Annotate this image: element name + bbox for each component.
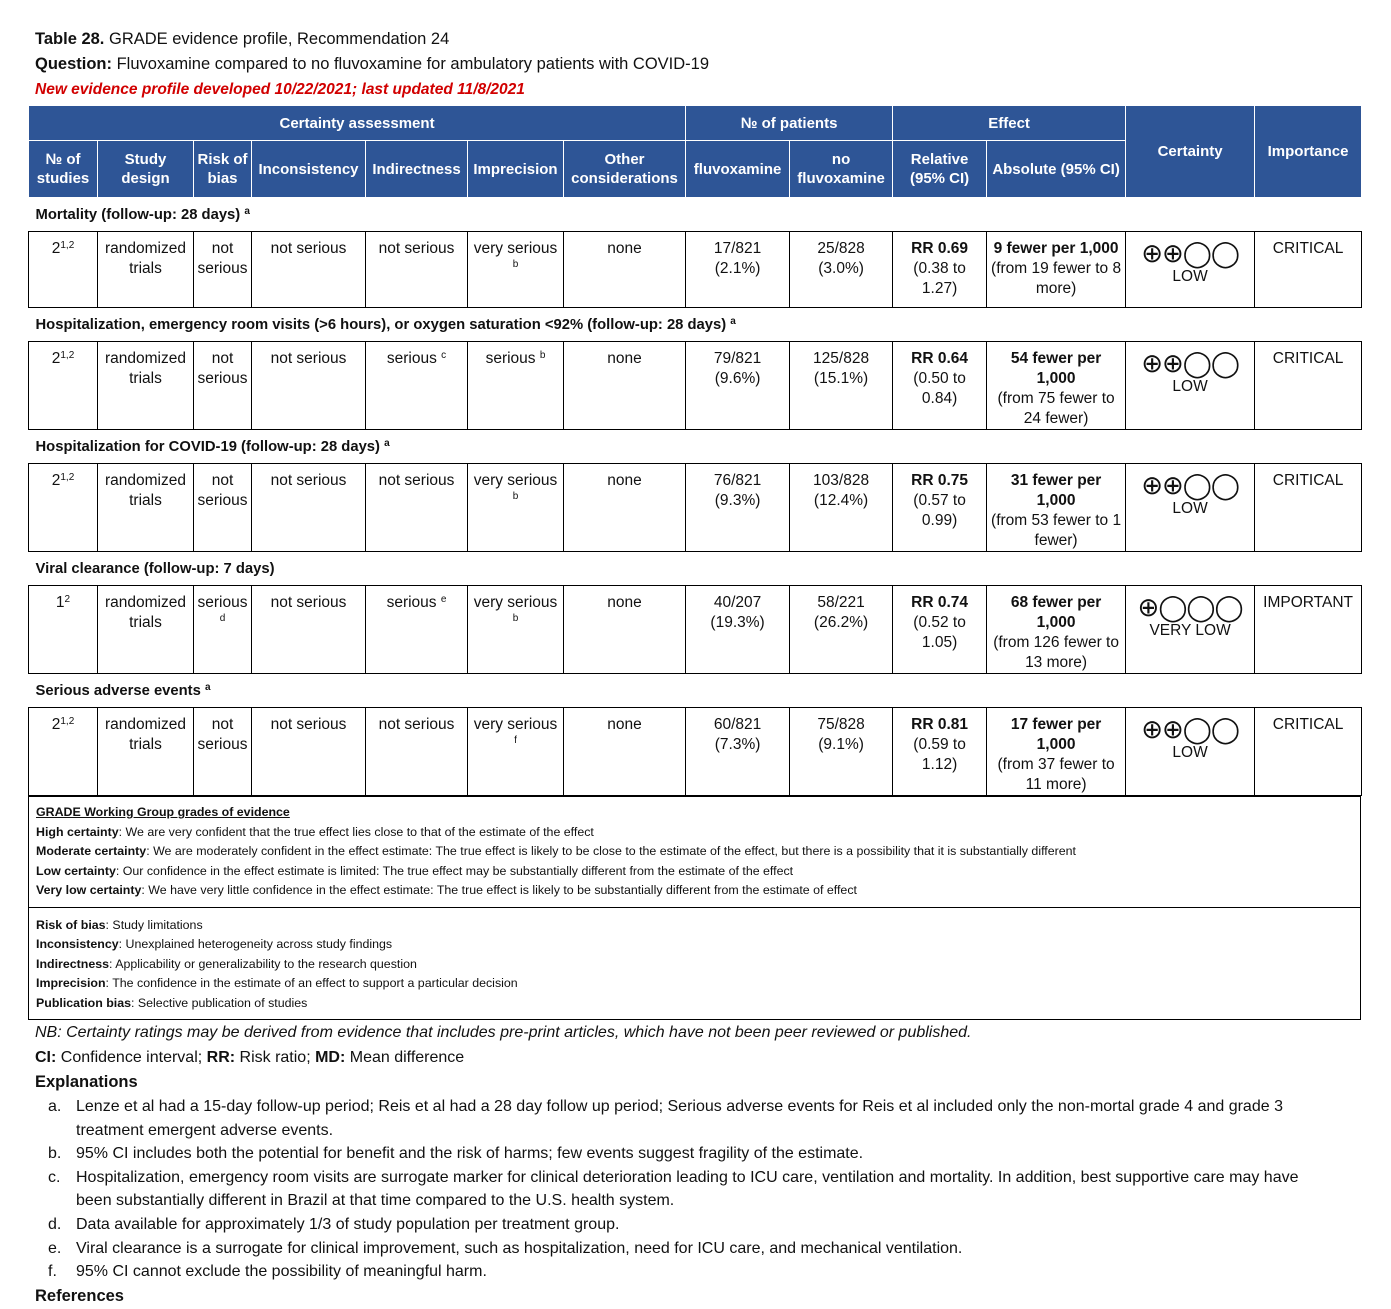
outcome-title-text: Mortality (follow-up: 28 days) <box>35 206 241 223</box>
reference-marker: 1,2 <box>60 350 75 361</box>
outcome-title <box>29 308 1362 342</box>
grade-list <box>36 823 1360 901</box>
domain-definition <box>36 916 1360 936</box>
absolute-ci: (from 37 fewer to 11 more) <box>997 756 1115 793</box>
cell-indirectness <box>366 232 468 308</box>
cell-studies <box>29 232 98 308</box>
evidence-profile-table <box>28 105 1362 796</box>
imprecision-value: very serious <box>473 716 558 733</box>
cell-other: none <box>564 708 686 796</box>
cell-importance: CRITICAL <box>1255 464 1362 552</box>
cell-risk-of-bias <box>194 232 252 308</box>
relative-ci: (0.52 to 1.05) <box>913 614 966 651</box>
cell-risk-of-bias <box>194 464 252 552</box>
outcome-title-row <box>29 308 1362 342</box>
indirectness-value: serious <box>386 594 437 611</box>
certainty-label: LOW <box>1172 500 1208 517</box>
footnote-marker: f <box>514 735 517 746</box>
imprecision-value: very serious <box>473 472 558 489</box>
status-note: New evidence profile developed 10/22/2021; last updated 11/8/2021 <box>35 81 525 98</box>
domain-definition <box>36 935 1360 955</box>
outcome-data-row <box>29 708 1362 796</box>
header-patients: № of patients <box>686 106 893 141</box>
cell-studies <box>29 586 98 674</box>
explanation-item <box>48 1260 1364 1284</box>
cell-absolute <box>987 708 1126 796</box>
col-absolute: Absolute (95% CI) <box>987 141 1126 198</box>
col-other: Other considerations <box>564 141 686 198</box>
risk-value: serious <box>197 594 248 611</box>
reference-marker: 2 <box>64 594 71 605</box>
grade-legend <box>28 796 1361 908</box>
abbr-text: Mean difference <box>345 1049 465 1066</box>
header-importance: Importance <box>1255 106 1362 198</box>
cell-design: randomized trials <box>98 464 194 552</box>
abbreviations-line <box>28 1045 1364 1070</box>
definition-text: : Study limitations <box>105 917 203 932</box>
absolute-estimate: 17 fewer per 1,000 <box>1010 716 1102 753</box>
cell-certainty <box>1126 464 1255 552</box>
studies-count: 2 <box>51 716 61 733</box>
explanations-title: Explanations <box>35 1073 138 1091</box>
imprecision-value: serious <box>485 350 536 367</box>
certainty-rating-icon: ⊕⊕◯◯ <box>1141 238 1239 268</box>
certainty-rating-icon: ⊕⊕◯◯ <box>1141 470 1239 500</box>
relative-ci: (0.38 to 1.27) <box>913 260 966 297</box>
relative-estimate: RR 0.64 <box>911 350 969 367</box>
cell-imprecision <box>468 708 564 796</box>
col-inconsistency: Inconsistency <box>252 141 366 198</box>
risk-value: not serious <box>197 716 248 753</box>
footnote-marker: e <box>440 594 447 605</box>
cell-design: randomized trials <box>98 342 194 430</box>
cell-relative <box>893 342 987 430</box>
cell-risk-of-bias <box>194 342 252 430</box>
domain-definition <box>36 955 1360 975</box>
abbr-term: CI: <box>35 1049 57 1066</box>
cell-control: 125/828 (15.1%) <box>790 342 893 430</box>
cell-inconsistency: not serious <box>252 464 366 552</box>
relative-estimate: RR 0.69 <box>911 240 969 257</box>
cell-importance: CRITICAL <box>1255 232 1362 308</box>
cell-importance: IMPORTANT <box>1255 586 1362 674</box>
outcome-body <box>29 198 1362 796</box>
definition-text: : Selective publication of studies <box>131 995 308 1010</box>
cell-control: 58/221 (26.2%) <box>790 586 893 674</box>
cell-absolute <box>987 464 1126 552</box>
cell-relative <box>893 464 987 552</box>
definition-text: : The confidence in the estimate of an effect to support a particular decision <box>105 976 518 990</box>
outcome-title-row <box>29 552 1362 586</box>
cell-importance: CRITICAL <box>1255 342 1362 430</box>
outcome-title-text: Hospitalization, emergency room visits (>6 hours), or oxygen saturation <92% (follow-up: 28 days) <box>35 316 727 333</box>
imprecision-value: very serious <box>473 594 558 611</box>
explanation-marker: c. <box>48 1168 61 1186</box>
cell-relative <box>893 708 987 796</box>
explanation-marker: f. <box>48 1263 57 1281</box>
certainty-label: VERY LOW <box>1149 622 1231 639</box>
grade-text: : We have very little confidence in the effect estimate: The true effect is likely to be substantially different from the estimate of effect <box>141 883 857 897</box>
outcome-title-text: Serious adverse events <box>35 682 201 699</box>
risk-value: not serious <box>197 350 248 387</box>
imprecision-value: very serious <box>473 240 558 257</box>
references-title: References <box>35 1286 124 1305</box>
grade-definition <box>36 862 1360 882</box>
outcome-title <box>29 198 1362 232</box>
definition-term: Risk of bias <box>36 917 106 932</box>
col-design: Study design <box>98 141 194 198</box>
footnote-marker: d <box>219 613 226 624</box>
col-intervention: fluvoxamine <box>686 141 790 198</box>
cell-inconsistency: not serious <box>252 342 366 430</box>
cell-other: none <box>564 232 686 308</box>
cell-absolute <box>987 586 1126 674</box>
cell-inconsistency: not serious <box>252 232 366 308</box>
indirectness-value: not serious <box>378 716 455 733</box>
cell-other: none <box>564 464 686 552</box>
cell-control: 75/828 (9.1%) <box>790 708 893 796</box>
explanation-text: Data available for approximately 1/3 of study population per treatment group. <box>76 1215 620 1233</box>
explanation-item <box>48 1166 1364 1213</box>
risk-value: not serious <box>197 472 248 509</box>
outcome-data-row <box>29 464 1362 552</box>
certainty-rating-icon: ⊕⊕◯◯ <box>1141 348 1239 378</box>
cell-intervention: 60/821 (7.3%) <box>686 708 790 796</box>
abbr-term: RR: <box>206 1049 236 1066</box>
relative-ci: (0.57 to 0.99) <box>913 492 966 529</box>
grade-definition <box>36 823 1360 843</box>
document-page <box>28 0 1364 1309</box>
explanation-text: Lenze et al had a 15-day follow-up period; Reis et al had a 28 day follow up period; Serious adverse events for Reis et al included only the non-mortal grade 4 and grade 3 treatment emergent adverse events. <box>76 1098 1283 1139</box>
explanation-marker: d. <box>48 1215 62 1233</box>
cell-indirectness <box>366 708 468 796</box>
outcome-title <box>29 430 1362 464</box>
absolute-estimate: 54 fewer per 1,000 <box>1010 350 1102 387</box>
certainty-label: LOW <box>1172 378 1208 395</box>
cell-certainty <box>1126 586 1255 674</box>
footnote-marker: b <box>512 259 519 270</box>
definition-term: Indirectness <box>36 956 109 971</box>
table-caption <box>28 27 1364 52</box>
cell-design: randomized trials <box>98 232 194 308</box>
col-risk-of-bias: Risk of bias <box>194 141 252 198</box>
footnote-marker: b <box>512 613 519 624</box>
certainty-label: LOW <box>1172 268 1208 285</box>
explanation-text: 95% CI cannot exclude the possibility of meaningful harm. <box>76 1263 487 1281</box>
footnote-marker: a <box>384 437 390 449</box>
grade-term: Very low certainty <box>36 883 142 897</box>
cell-importance: CRITICAL <box>1255 708 1362 796</box>
explanation-item <box>48 1095 1364 1142</box>
cell-intervention: 40/207 (19.3%) <box>686 586 790 674</box>
definition-term: Imprecision <box>36 976 106 990</box>
grade-term: High certainty <box>36 824 119 839</box>
cell-indirectness <box>366 586 468 674</box>
cell-intervention: 79/821 (9.6%) <box>686 342 790 430</box>
certainty-label: LOW <box>1172 744 1208 761</box>
cell-inconsistency: not serious <box>252 708 366 796</box>
studies-count: 2 <box>51 472 61 489</box>
header-certainty-assessment: Certainty assessment <box>29 106 686 141</box>
explanation-item <box>48 1237 1364 1261</box>
outcome-title-row <box>29 674 1362 708</box>
col-control: no fluvoxamine <box>790 141 893 198</box>
cell-control: 25/828 (3.0%) <box>790 232 893 308</box>
cell-indirectness <box>366 342 468 430</box>
header-effect: Effect <box>893 106 1126 141</box>
table-label: Table 28. <box>35 30 105 48</box>
relative-estimate: RR 0.74 <box>911 594 969 611</box>
reference-marker: 1,2 <box>60 240 75 251</box>
cell-certainty <box>1126 342 1255 430</box>
abbr-text: Confidence interval; <box>56 1049 207 1066</box>
abbr-term: MD: <box>315 1049 346 1066</box>
nb-note: NB: Certainty ratings may be derived from evidence that includes pre-print articles, which have not been peer reviewed or published. <box>35 1024 972 1041</box>
absolute-estimate: 31 fewer per 1,000 <box>1010 472 1102 509</box>
cell-intervention: 76/821 (9.3%) <box>686 464 790 552</box>
reference-marker: 1,2 <box>60 716 75 727</box>
outcome-title-text: Viral clearance (follow-up: 7 days) <box>35 560 275 577</box>
outcome-data-row <box>29 586 1362 674</box>
grade-definition <box>36 842 1360 862</box>
relative-estimate: RR 0.75 <box>911 472 969 489</box>
question-text: Fluvoxamine compared to no fluvoxamine for ambulatory patients with COVID-19 <box>116 55 710 73</box>
reference-marker: 1,2 <box>60 472 75 483</box>
cell-imprecision <box>468 464 564 552</box>
cell-relative <box>893 586 987 674</box>
absolute-estimate: 9 fewer per 1,000 <box>993 240 1119 257</box>
explanation-item <box>48 1213 1364 1237</box>
indirectness-value: not serious <box>378 472 455 489</box>
col-relative: Relative (95% CI) <box>893 141 987 198</box>
definition-list <box>36 916 1360 1014</box>
cell-studies <box>29 708 98 796</box>
domain-definition <box>36 974 1360 994</box>
studies-count: 2 <box>51 350 61 367</box>
outcome-title <box>29 674 1362 708</box>
explanation-text: 95% CI includes both the potential for benefit and the risk of harms; few events suggest fragility of the estimate. <box>76 1145 864 1163</box>
table-title: GRADE evidence profile, Recommendation 24 <box>109 30 450 48</box>
cell-relative <box>893 232 987 308</box>
cell-design: randomized trials <box>98 586 194 674</box>
certainty-rating-icon: ⊕⊕◯◯ <box>1141 714 1239 744</box>
definition-term: Inconsistency <box>36 937 119 951</box>
footnote-marker: b <box>539 350 546 361</box>
cell-imprecision <box>468 586 564 674</box>
cell-design: randomized trials <box>98 708 194 796</box>
cell-certainty <box>1126 232 1255 308</box>
domain-definition <box>36 994 1360 1014</box>
studies-count: 1 <box>55 594 65 611</box>
cell-imprecision <box>468 232 564 308</box>
cell-risk-of-bias <box>194 586 252 674</box>
cell-risk-of-bias <box>194 708 252 796</box>
grade-text: : Our confidence in the effect estimate is limited: The true effect may be substantially different from the estimate of the effect <box>115 863 794 878</box>
grade-definition <box>36 881 1360 901</box>
absolute-ci: (from 126 fewer to 13 more) <box>993 634 1119 671</box>
absolute-estimate: 68 fewer per 1,000 <box>1010 594 1102 631</box>
explanation-item <box>48 1142 1364 1166</box>
abbr-text: Risk ratio; <box>235 1049 316 1066</box>
outcome-title-text: Hospitalization for COVID-19 (follow-up: 28 days) <box>35 438 380 455</box>
cell-intervention: 17/821 (2.1%) <box>686 232 790 308</box>
cell-imprecision <box>468 342 564 430</box>
outcome-data-row <box>29 232 1362 308</box>
footnote-marker: a <box>204 681 211 693</box>
footnote-marker: a <box>244 205 250 217</box>
absolute-ci: (from 53 fewer to 1 fewer) <box>991 512 1122 549</box>
grade-text: : We are very confident that the true effect lies close to that of the estimate of the effect <box>118 824 594 839</box>
cell-absolute <box>987 232 1126 308</box>
outcome-data-row <box>29 342 1362 430</box>
legend-title: GRADE Working Group grades of evidence <box>36 805 290 819</box>
grade-term: Low certainty <box>36 863 116 878</box>
col-studies: № of studies <box>29 141 98 198</box>
cell-control: 103/828 (12.4%) <box>790 464 893 552</box>
risk-value: not serious <box>197 240 248 277</box>
certainty-rating-icon: ⊕◯◯◯ <box>1137 592 1243 622</box>
explanation-marker: e. <box>48 1239 62 1257</box>
cell-studies <box>29 342 98 430</box>
grade-term: Moderate certainty <box>36 844 147 858</box>
cell-other: none <box>564 342 686 430</box>
footnote-marker: c <box>441 350 447 361</box>
col-indirectness: Indirectness <box>366 141 468 198</box>
explanation-text: Hospitalization, emergency room visits are surrogate marker for clinical deterioration leading to ICU care, ventilation and mortality. In addition, best supportive care may have been substantially different in Brazil at that time compared to the U.S. health system. <box>76 1168 1299 1210</box>
indirectness-value: serious <box>386 350 437 367</box>
cell-absolute <box>987 342 1126 430</box>
question-line <box>28 52 1364 77</box>
studies-count: 2 <box>51 240 61 257</box>
outcome-title-row <box>29 198 1362 232</box>
definition-term: Publication bias <box>36 995 132 1010</box>
relative-ci: (0.50 to 0.84) <box>913 370 966 407</box>
outcome-title <box>29 552 1362 586</box>
cell-inconsistency: not serious <box>252 586 366 674</box>
absolute-ci: (from 19 fewer to 8 more) <box>991 260 1122 297</box>
cell-other: none <box>564 586 686 674</box>
outcome-title-row <box>29 430 1362 464</box>
explanation-text: Viral clearance is a surrogate for clinical improvement, such as hospitalization, need for ICU care, and mechanical ventilation. <box>76 1239 963 1257</box>
indirectness-value: not serious <box>378 240 455 257</box>
relative-ci: (0.59 to 1.12) <box>913 736 966 773</box>
explanation-marker: b. <box>48 1145 62 1163</box>
definition-text: : Applicability or generalizability to the research question <box>109 956 417 971</box>
cell-certainty <box>1126 708 1255 796</box>
relative-estimate: RR 0.81 <box>911 716 969 733</box>
absolute-ci: (from 75 fewer to 24 fewer) <box>997 390 1115 427</box>
footnote-marker: b <box>512 491 519 502</box>
col-imprecision: Imprecision <box>468 141 564 198</box>
cell-indirectness <box>366 464 468 552</box>
footnote-marker: a <box>730 315 736 327</box>
cell-studies <box>29 464 98 552</box>
question-label: Question: <box>35 55 112 73</box>
header-certainty: Certainty <box>1126 106 1255 198</box>
definition-legend <box>28 908 1361 1021</box>
grade-text: : We are moderately confident in the effect estimate: The true effect is likely to be close to the estimate of the effect, but there is a possibility that it is substantially different <box>146 844 1076 858</box>
definition-text: : Unexplained heterogeneity across study findings <box>118 937 393 951</box>
explanations-list <box>28 1095 1364 1284</box>
explanation-marker: a. <box>48 1098 62 1115</box>
